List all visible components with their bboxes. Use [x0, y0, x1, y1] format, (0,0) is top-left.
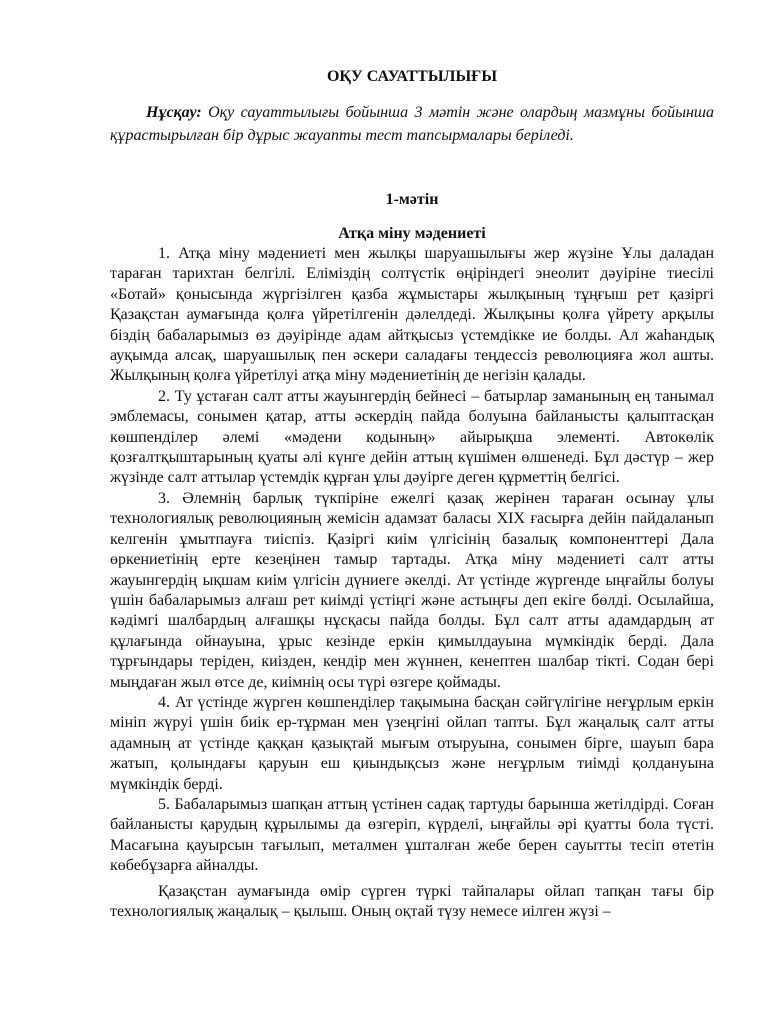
paragraph-2: 2. Ту ұстаған салт атты жауынгердің бейнесі – батырлар заманының ең танымал эмблемасы, сонымен қатар, атты әскердің пайда болуына байланысты қалыптасқан көшпенділер әлемі «мәдени кодының» айырықша элементі. Автокөлік қозғалтқыштарының қуаты әлі күнге дейін аттың күшімен өлшенеді. Бұл дәстүр – жер жүзінде салт аттылар үстемдік құрған ұлы дәуірге деген құрметтің белгісі.: [110, 387, 714, 487]
paragraph-3: 3. Әлемнің барлық түкпіріне ежелгі қазақ жерінен тараған осынау ұлы технологиялық революцияның жемісін адамзат баласы XIX ғасырға дейін пайдаланып келгенін ұмытпауға тиіспіз. Қазіргі киім үлгісінің базалық компоненттері Дала өркениетінің ерте кезеңінен тамыр тартады. Атқа міну мәдениеті салт атты жауынгердің ықшам киім үлгісін дүниеге әкелді. Ат үстінде жүргенде ыңғайлы болуы үшін бабаларымыз алғаш рет киімді үстіңгі және астыңғы деп екіге бөлді. Осылайша, кәдімгі шалбардың алғашқы нұсқасы пайда болды. Бұл салт атты адамдардың ат құлағында ойнауына, ұрыс кезінде еркін қимылдауына мүмкіндік берді. Дала тұрғындары теріден, киізден, кендір мен жүннен, кенептен шалбар тікті. Содан бері мыңдаған жыл өтсе де, киімнің осы түрі өзгере қоймады.: [110, 489, 714, 691]
paragraph-1: 1. Атқа міну мәдениеті мен жылқы шаруашылығы жер жүзіне Ұлы даладан тараған тарихтан белгілі. Еліміздің солтүстік өңіріндегі энеолит дәуіріне тиесілі «Ботай» қонысында жүргізілген қазба жұмыстары жылқының тұңғыш рет қазіргі Қазақстан аумағында қолға үйретілгенін дәлелдеді. Жылқыны қолға үйрету арқылы біздің бабаларымыз өз дәуірінде адам айтқысыз үстемдікке ие болды. Ал жаһандық ауқымда алсақ, шаруашылық пен әскери саладағы теңдессіз революцияға жол ашты. Жылқының қолға үйретілуі атқа міну мәдениетінің де негізін қалады.: [110, 245, 714, 385]
document-title: ОҚУ САУАТТЫЛЫҒЫ: [326, 68, 498, 85]
paragraph-5: 5. Бабаларымыз шапқан аттың үстінен садақ тартуды барынша жетілдірді. Соған байланысты қарудың құрылымы да өзгеріп, күрделі, ыңғайлы әрі қуатты бола түсті. Масағына қауырсын тағылып, металмен ұшталған жебе берен сауытты тесіп өтетін көбебұзарға айналды.: [110, 795, 714, 875]
paragraph-4: 4. Ат үстінде жүрген көшпенділер тақымына басқан сәйгүлігіне неғұрлым еркін мініп жүруі үшін биік ер-тұрман мен үзеңгіні ойлап тапты. Бұл жаңалық салт атты адамның ат үстінде қаққан қазықтай мығым отыруына, сонымен бірге, шауып бара жатып, қолындағы қаруын еш қиындықсыз және неғұрлым тиімді қолдануына мүмкіндік берді.: [110, 693, 714, 793]
instruction: [110, 101, 714, 147]
paragraph-6: Қазақстан аумағында өмір сүрген түркі тайпалары ойлап тапқан тағы бір технологиялық жаңалық – қылыш. Оның оқтай түзу немесе иілген жүзі –: [110, 882, 714, 920]
instruction-text: Оқу сауаттылығы бойынша 3 мәтін және олардың мазмұны бойынша құрастырылған бір дұрыс жауапты тест тапсырмалары беріледі.: [110, 104, 714, 144]
document-page: [110, 66, 714, 922]
text-number-heading: 1-мәтін: [385, 191, 439, 208]
instruction-label: Нұсқау:: [146, 104, 202, 121]
text-title: Атқа міну мәдениеті: [338, 225, 486, 242]
